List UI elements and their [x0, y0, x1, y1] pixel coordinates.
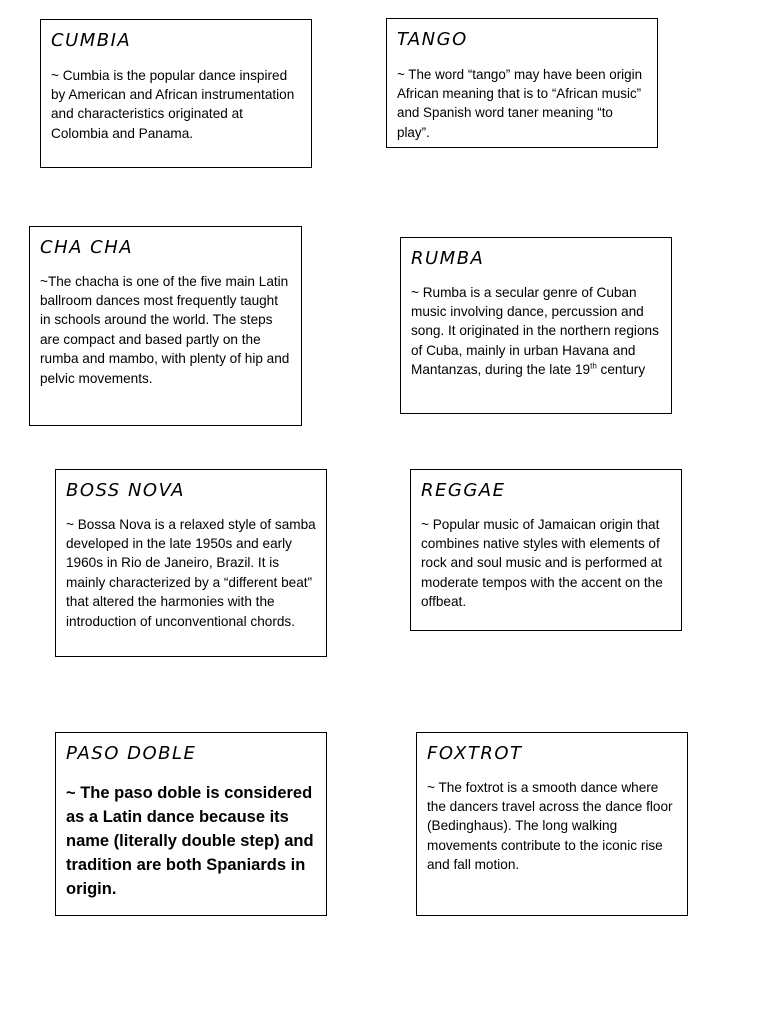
- card-body: ~The chacha is one of the five main Latin ballroom dances most frequently taught in schools around the world. The steps are compact and based partly on the rumba and mambo, with plenty of hip and pelvic movements.: [40, 273, 290, 386]
- card-body-text: ~ Rumba is a secular genre of Cuban music involving dance, percussion and song. It originated in the northern regions of Cuba, mainly in urban Havana and Mantanzas, during the late 19: [411, 284, 659, 378]
- card-body-text-end: century: [596, 362, 646, 378]
- card-cumbia: [40, 19, 312, 168]
- card-title: CUMBIA: [51, 30, 132, 51]
- card-title: RUMBA: [411, 248, 485, 269]
- superscript-ordinal: th: [590, 361, 597, 371]
- card-body: ~ The foxtrot is a smooth dance where the dancers travel across the dance floor (Bedinghaus). The long walking movements contribute to the iconic rise and fall motion.: [427, 779, 673, 873]
- card-reggae: [410, 469, 682, 631]
- card-cha-cha: [29, 226, 302, 426]
- card-title: CHA CHA: [40, 237, 134, 258]
- card-body: [411, 283, 661, 380]
- card-title: TANGO: [397, 29, 468, 50]
- card-bossa-nova: [55, 469, 327, 657]
- card-foxtrot: [416, 732, 688, 916]
- card-title: BOSS NOVA: [66, 480, 185, 501]
- card-body: ~ The paso doble is considered as a Latin dance because its name (literally double step) and tradition are both Spaniards in origin.: [66, 783, 314, 898]
- card-rumba: [400, 237, 672, 414]
- card-title: PASO DOBLE: [66, 743, 197, 764]
- card-body: ~ Popular music of Jamaican origin that combines native styles with elements of rock and soul music and is performed at moderate tempos with the accent on the offbeat.: [421, 516, 663, 610]
- card-title: FOXTROT: [427, 743, 523, 764]
- card-body: ~ The word “tango” may have been origin African meaning that is to “African music” and Spanish word taner meaning “to play”.: [397, 66, 643, 140]
- card-tango: [386, 18, 658, 148]
- card-body: ~ Cumbia is the popular dance inspired by American and African instrumentation and characteristics originated at Colombia and Panama.: [51, 67, 295, 141]
- card-body: ~ Bossa Nova is a relaxed style of samba developed in the late 1950s and early 1960s in Rio de Janeiro, Brazil. It is mainly characterized by a “different beat” that altered the harmonies with the introduction of unconventional chords.: [66, 516, 316, 629]
- card-paso-doble: [55, 732, 327, 916]
- card-title: REGGAE: [421, 480, 506, 501]
